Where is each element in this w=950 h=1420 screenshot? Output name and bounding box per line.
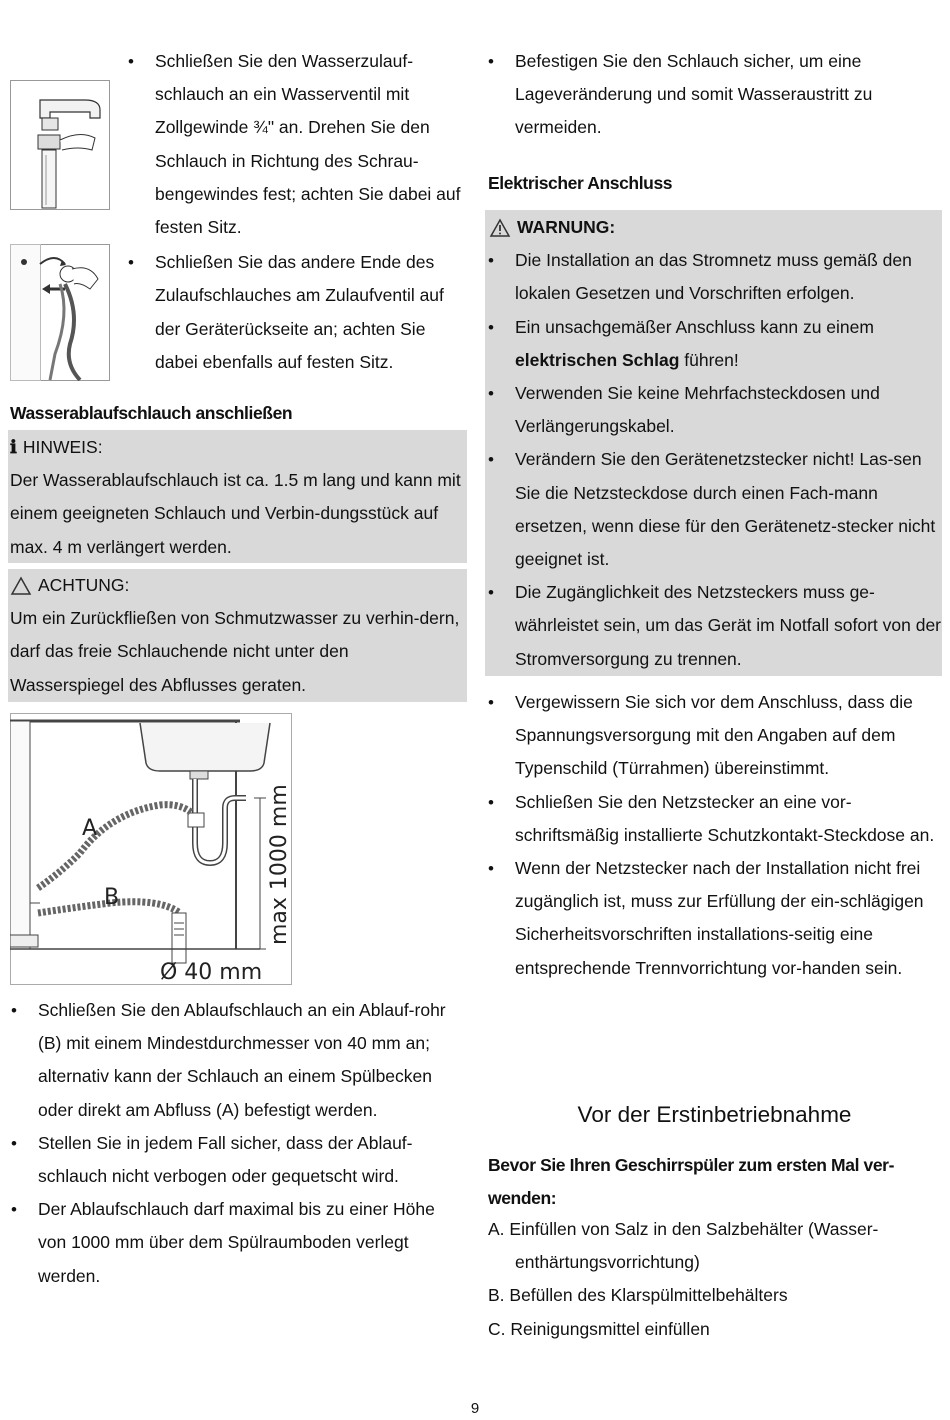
diagram-height-label: max 1000 mm	[267, 784, 292, 945]
drain-diagram	[10, 713, 292, 985]
list-item: C. Reinigungsmittel einfüllen	[488, 1318, 710, 1339]
achtung-title: ACHTUNG:	[38, 575, 130, 595]
list-item: • Ein unsachgemäßer Anschluss kann zu einem elektrischen Schlag führen!	[487, 311, 942, 377]
achtung-text: Um ein Zurückfließen von Schmutzwasser zu verhin-dern, darf das freie Schlauchende nicht unter den Wasserspiegel des Abflusses geraten.	[10, 608, 460, 695]
list-item: • Schließen Sie das andere Ende des Zulaufschlauches am Zulaufventil auf der Geräterückseite an; achten Sie dabei ebenfalls auf festen Sitz.	[10, 246, 465, 379]
hinweis-title: HINWEIS:	[22, 437, 103, 457]
electric-shock-emphasis: elektrischen Schlag	[515, 349, 680, 370]
list-item: • Verwenden Sie keine Mehrfachsteckdosen und Verlängerungskabel.	[487, 377, 942, 443]
drain-heading: Wasserablaufschlauch anschließen	[10, 403, 293, 423]
steps-list	[488, 1213, 933, 1346]
inlet-bullet-list	[10, 45, 465, 379]
list-item: • Schließen Sie den Netzstecker an eine vor-schriftsmäßig installierte Schutzkontakt-Steckdose an.	[487, 786, 942, 852]
list-item: • Der Ablaufschlauch darf maximal bis zu einer Höhe von 1000 mm über dem Spülraumboden verlegt werden.	[10, 1193, 465, 1293]
achtung-box	[8, 569, 467, 702]
connection-bullet-list	[487, 686, 942, 985]
page-number: 9	[470, 1400, 480, 1417]
diagram-label-a: A	[82, 816, 98, 841]
warnung-box	[485, 210, 942, 676]
list-item: • Die Zugänglichkeit des Netzsteckers muss ge-währleistet sein, um das Gerät im Notfall sofort von der Stromversorgung zu trennen.	[487, 576, 942, 676]
list-item: • Verändern Sie den Gerätenetzstecker nicht! Las-sen Sie die Netzsteckdose durch einen Fach-mann ersetzen, wenn diese für den Gerätenetz-stecker nicht geeignet ist.	[487, 443, 942, 576]
info-icon: ℹ	[10, 437, 17, 458]
drain-bullet-list	[10, 994, 465, 1293]
list-item: • Stellen Sie in jedem Fall sicher, dass der Ablauf-schlauch nicht verbogen oder gequetscht wird.	[10, 1127, 465, 1193]
list-item: • Schließen Sie den Wasserzulauf-schlauch an ein Wasserventil mit Zollgewinde ¾" an. Drehen Sie den Schlauch in Richtung des Schrau-bengewindes fest; achten Sie dabei auf festen Sitz.	[10, 45, 465, 244]
diagram-diameter-label: Ø 40 mm	[160, 960, 263, 985]
section-title: Vor der Erstinbetriebnahme	[577, 1102, 852, 1127]
list-item: • Wenn der Netzstecker nach der Installation nicht frei zugänglich ist, muss zur Erfüllung der ein-schlägigen Sicherheitsvorschriften installations-seitig eine entsprechende Trennvorrichtung vor-handen sein.	[487, 852, 942, 985]
before-heading: Bevor Sie Ihren Geschirrspüler zum ersten Mal ver-wenden:	[488, 1155, 894, 1209]
top-bullet-list	[487, 45, 942, 145]
warning-triangle-icon	[489, 218, 511, 238]
caution-triangle-icon	[10, 576, 32, 596]
warnung-title: WARNUNG:	[517, 217, 616, 237]
list-item: B. Befüllen des Klarspülmittelbehälters	[488, 1285, 788, 1306]
list-item: • Befestigen Sie den Schlauch sicher, um eine Lageveränderung und somit Wasseraustritt zu vermeiden.	[487, 45, 942, 145]
list-item: • Die Installation an das Stromnetz muss gemäß den lokalen Gesetzen und Vorschriften erfolgen.	[487, 244, 942, 310]
list-item: A. Einfüllen von Salz in den Salzbehälter (Wasser-enthärtungsvorrichtung)	[488, 1219, 879, 1273]
electric-heading: Elektrischer Anschluss	[488, 173, 673, 193]
hinweis-box	[8, 430, 467, 563]
list-item: • Schließen Sie den Ablaufschlauch an ein Ablauf-rohr (B) mit einem Mindestdurchmesser von 40 mm an; alternativ kann der Schlauch an einem Spülbecken oder direkt am Abfluss (A) befestigt werden.	[10, 994, 465, 1127]
warnung-bullet-list	[485, 244, 942, 676]
list-item: • Vergewissern Sie sich vor dem Anschluss, dass die Spannungsversorgung mit den Angaben auf dem Typenschild (Türrahmen) übereinstimmt.	[487, 686, 942, 786]
hinweis-text: Der Wasserablaufschlauch ist ca. 1.5 m lang und kann mit einem geeigneten Schlauch und Verbin-dungsstück auf max. 4 m verlängert werden.	[10, 470, 461, 557]
diagram-label-b: B	[104, 885, 120, 910]
